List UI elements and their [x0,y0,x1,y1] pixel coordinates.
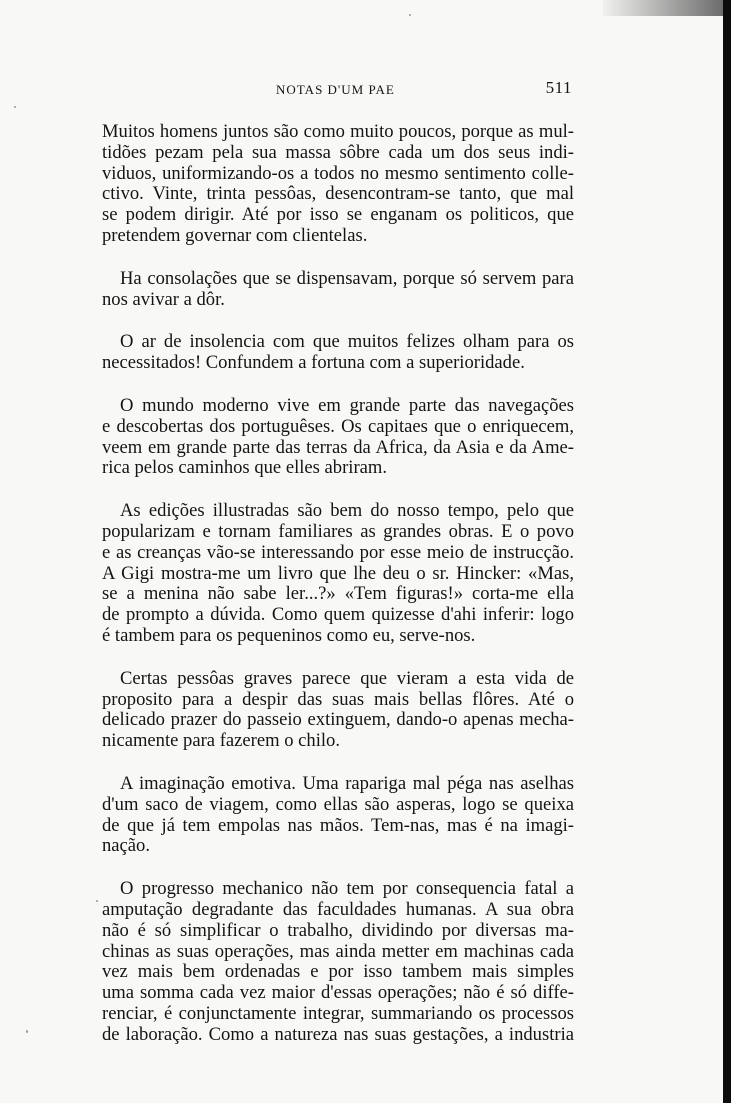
paragraph-7 [102,774,574,857]
text-line: O mundo moderno vive em grande parte das navegações [120,394,574,416]
text-line: proposito para a despir das suas mais bellas flôres. Até o [102,688,574,710]
paragraph-8 [102,879,574,1045]
text-line: e descobertas dos portuguêses. Os capitaes que o enriquecem, [102,415,574,437]
text-line: uma somma cada vez maior d'essas operações; não é só diffe- [102,982,574,1004]
text-line: Ha consolações que se dispensavam, porque só servem para [120,267,574,289]
text-line: d'um saco de viagem, como ellas são asperas, logo se queixa [102,793,574,815]
text-line: viduos, uniformizando-os a todos no mesmo sentimento colle- [102,162,574,184]
text-line: não é só simplificar o trabalho, dividindo por diversas ma- [102,919,574,941]
paragraph-2 [102,269,574,311]
text-line: de prompto a dúvida. Como quem quizesse d'ahi inferir: logo [102,604,574,626]
page-text [102,78,574,1067]
scan-speck [14,106,16,108]
text-line: renciar, é conjunctamente integrar, summariando os processos [102,1002,574,1024]
text-line: O progresso mechanico não tem por consequencia fatal a [120,878,574,900]
text-line: pretendem governar com clientelas. [102,224,368,246]
page-number: 511 [545,78,572,97]
scan-speck [409,14,411,16]
text-line: se a menina não sabe ler...?» «Tem figuras!» corta-me ella [102,583,574,605]
text-line: popularizam e tornam familiares as grandes obras. E o povo [102,520,574,542]
text-line: de que já tem empolas nas mãos. Tem-nas, mas é na imagi- [102,814,574,836]
scan-border-right [723,0,731,1103]
text-line: se podem dirigir. Até por isso se enganam os politicos, que [102,204,574,226]
text-line: e as creanças vão-se interessando por esse meio de instrucção. [102,541,574,563]
paragraph-1 [102,122,574,247]
running-title: NOTAS D'UM PAE [276,82,395,97]
text-line: vez mais bem ordenadas e por isso tambem mais simples [102,961,574,983]
text-line: nação. [102,835,151,857]
text-line: A imaginação emotiva. Uma rapariga mal péga nas aselhas [120,772,574,794]
text-line: delicado prazer do passeio extinguem, dando-o apenas mecha- [102,709,574,731]
page-header [102,78,574,104]
paragraph-4 [102,396,574,479]
paragraph-5 [102,501,574,647]
text-line: veem em grande parte das terras da Africa, da Asia e da Ame- [102,436,574,458]
text-line: chinas as suas operações, mas ainda metter em machinas cada [102,940,574,962]
scan-border-top [603,0,723,16]
scan-speck [26,1030,28,1033]
scan-speck [96,900,98,902]
text-line: Certas pessôas graves parece que vieram a esta vida de [120,667,574,689]
text-line: A Gigi mostra-me um livro que lhe deu o sr. Hincker: «Mas, [102,562,574,584]
text-line: é tambem para os pequeninos como eu, serve-nos. [102,624,476,646]
text-line: necessitados! Confundem a fortuna com a superioridade. [102,352,525,374]
text-line: nicamente para fazerem o chilo. [102,730,340,752]
text-line: As edições illustradas são bem do nosso tempo, pelo que [120,500,574,522]
text-line: O ar de insolencia com que muitos felizes olham para os [120,331,574,353]
text-line: rica pelos caminhos que elles abriram. [102,457,387,479]
text-line: ctivo. Vinte, trinta pessôas, desencontram-se tanto, que mal [102,183,574,205]
text-line: amputação degradante das faculdades humanas. A sua obra [102,898,574,920]
text-line: nos avivar a dôr. [102,288,225,310]
text-line: de laboração. Como a natureza nas suas gestações, a industria [102,1023,574,1045]
paragraph-3 [102,332,574,374]
text-line: Muitos homens juntos são como muito poucos, porque as mul- [102,121,574,142]
text-line: tidões pezam pela sua massa sôbre cada um dos seus indi- [102,141,574,163]
paragraph-6 [102,669,574,752]
